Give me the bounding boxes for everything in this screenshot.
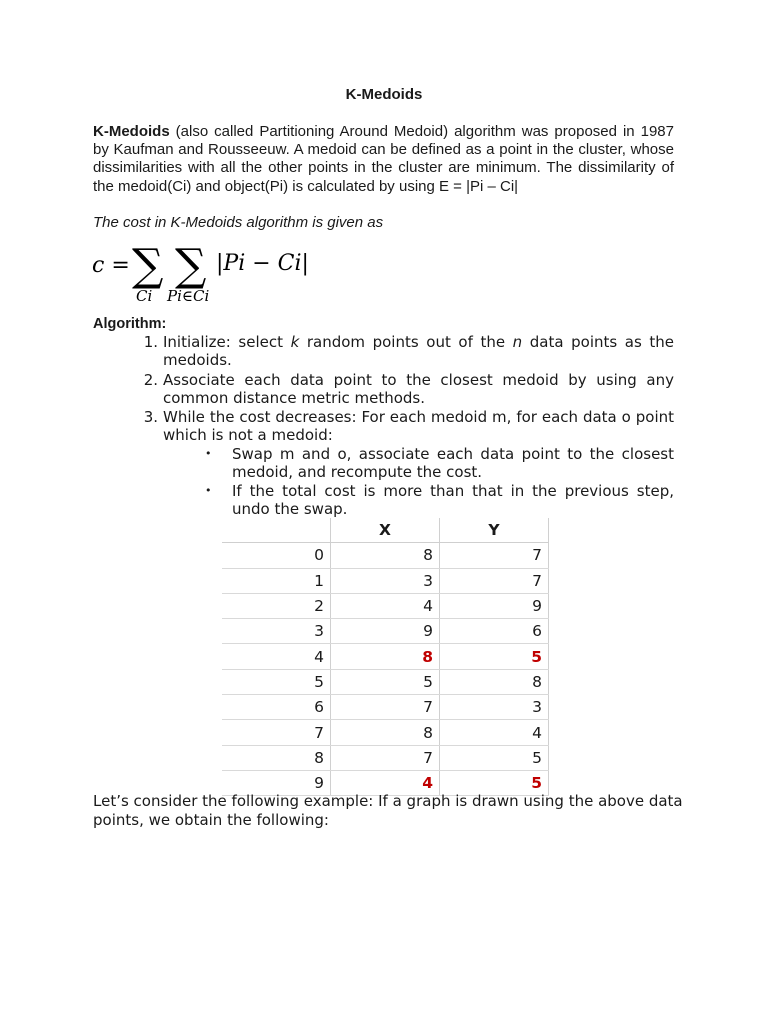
step-number: 2.	[143, 371, 158, 389]
step-text	[163, 333, 674, 370]
cell-x: 3	[331, 568, 440, 593]
cell-index: 8	[222, 745, 331, 770]
formula-sum-2-subscript: Pi∈Ci	[167, 287, 210, 305]
cell-index: 0	[222, 543, 331, 568]
table-row	[222, 543, 549, 568]
cell-y-highlighted: 5	[440, 770, 549, 795]
cell-index: 5	[222, 669, 331, 694]
step-number: 3.	[143, 408, 158, 426]
step-number: 1.	[143, 333, 158, 351]
cell-y: 5	[440, 745, 549, 770]
intro-text: (also called Partitioning Around Medoid) algorithm was proposed in 1987 by Kaufman and Rousseeuw. A medoid can be defined as a point in the cluster, whose dissimilarities with all the other points in the cluster are minimum. The dissimilarity of the medoid(Ci) and object(Pi) is calculated by using E = |Pi – Ci|	[93, 123, 674, 195]
algorithm-heading: Algorithm:	[93, 316, 167, 332]
cell-y: 9	[440, 593, 549, 618]
data-points-table	[222, 518, 549, 796]
step-text: Associate each data point to the closest medoid by using any common distance metric methods.	[163, 371, 674, 408]
cell-x: 5	[331, 669, 440, 694]
cell-index: 7	[222, 720, 331, 745]
example-paragraph: Let’s consider the following example: If a graph is drawn using the above data points, we obtain the following:	[93, 792, 683, 829]
table-row	[222, 619, 549, 644]
formula-sum-2: ∑	[175, 240, 207, 291]
table-row-medoid	[222, 644, 549, 669]
cell-x: 8	[331, 543, 440, 568]
cell-y: 6	[440, 619, 549, 644]
intro-paragraph	[93, 123, 674, 196]
cell-y: 4	[440, 720, 549, 745]
table-row	[222, 669, 549, 694]
table-row	[222, 568, 549, 593]
cell-x-highlighted: 4	[331, 770, 440, 795]
bullet-text: If the total cost is more than that in the previous step, undo the swap.	[232, 482, 674, 519]
formula-sum-1-subscript: Ci	[136, 287, 153, 305]
step-var-n: n	[512, 333, 523, 351]
table-row	[222, 695, 549, 720]
cell-index: 3	[222, 619, 331, 644]
cell-y: 3	[440, 695, 549, 720]
cell-index: 9	[222, 770, 331, 795]
cost-caption: The cost in K-Medoids algorithm is given as	[93, 214, 384, 231]
header-y: Y	[440, 518, 549, 543]
cell-x: 7	[331, 745, 440, 770]
table-row	[222, 593, 549, 618]
cell-y: 8	[440, 669, 549, 694]
cell-y: 7	[440, 543, 549, 568]
intro-bold-term: K-Medoids	[93, 123, 170, 140]
cell-x: 8	[331, 720, 440, 745]
formula-term: |Pi − Ci|	[216, 251, 309, 276]
cell-x-highlighted: 8	[331, 644, 440, 669]
header-index	[222, 518, 331, 543]
cell-x: 7	[331, 695, 440, 720]
table-header-row	[222, 518, 549, 543]
step-text-part: Initialize: select	[163, 333, 291, 351]
step-text-part: random points out of the	[299, 333, 513, 351]
cell-y-highlighted: 5	[440, 644, 549, 669]
formula-lhs: c =	[92, 253, 130, 278]
step-text-part: data points as the medoids.	[163, 333, 675, 370]
cell-index: 4	[222, 644, 331, 669]
cell-index: 6	[222, 695, 331, 720]
cell-y: 7	[440, 568, 549, 593]
bullet-mark: •	[205, 447, 212, 460]
cell-index: 1	[222, 568, 331, 593]
header-x: X	[331, 518, 440, 543]
table-row	[222, 720, 549, 745]
step-text: While the cost decreases: For each medoid m, for each data o point which is not a medoid:	[163, 408, 674, 445]
bullet-mark: •	[205, 484, 212, 497]
cell-index: 2	[222, 593, 331, 618]
cell-x: 9	[331, 619, 440, 644]
cell-x: 4	[331, 593, 440, 618]
page-title: K-Medoids	[345, 86, 423, 103]
table-row	[222, 745, 549, 770]
cost-formula	[92, 238, 312, 308]
formula-sum-1: ∑	[132, 240, 164, 291]
bullet-text: Swap m and o, associate each data point to the closest medoid, and recompute the cost.	[232, 445, 674, 482]
step-var-k: k	[290, 333, 300, 351]
